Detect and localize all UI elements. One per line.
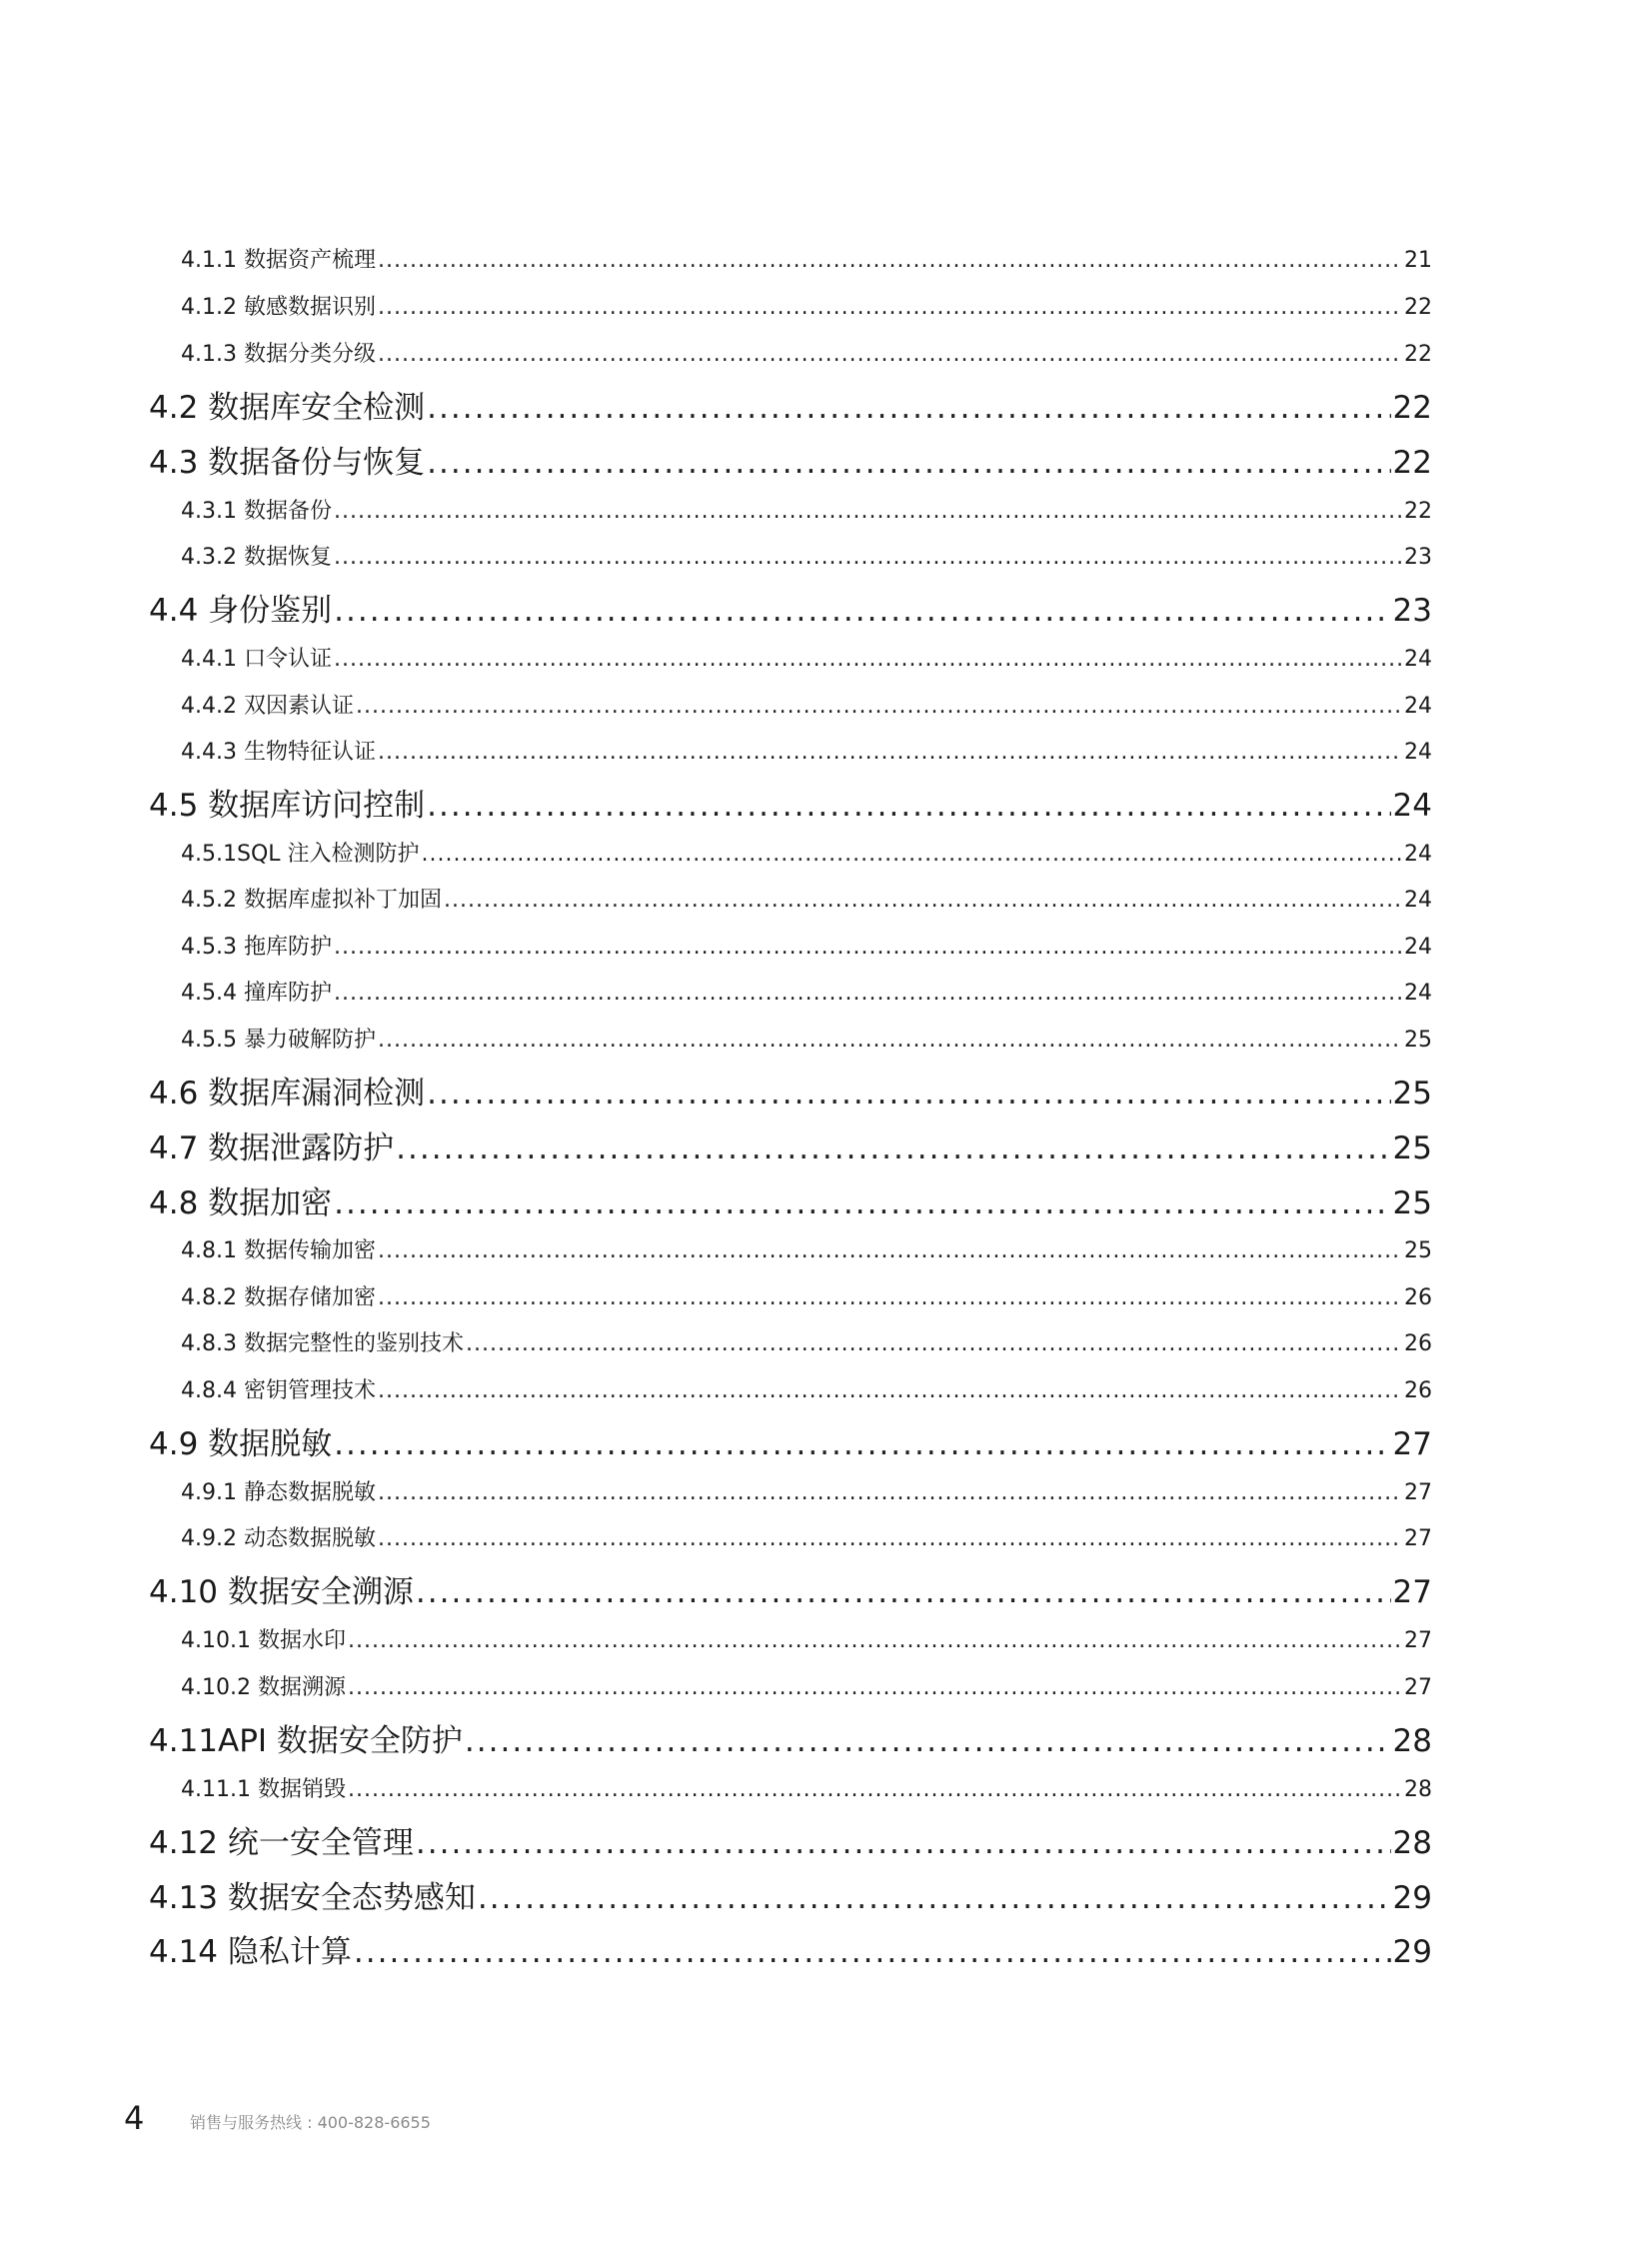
toc-entry-title: 4.4 身份鉴别 (149, 593, 333, 627)
toc-entry-page: 26 (1404, 1285, 1432, 1310)
toc-entry-title: 4.1.3 数据分类分级 (181, 342, 376, 367)
toc-entry-page: 25 (1392, 1130, 1432, 1164)
toc-entry-title: 4.12 统一安全管理 (149, 1825, 414, 1859)
toc-dot-leader (378, 1526, 1402, 1551)
toc-entry-page: 22 (1392, 445, 1432, 479)
toc-dot-leader (444, 888, 1402, 913)
toc-entry-title: 4.9.2 动态数据脱敏 (181, 1526, 376, 1551)
toc-entry-title: 4.13 数据安全态势感知 (149, 1880, 476, 1914)
toc-entry-title: 4.7 数据泄露防护 (149, 1130, 395, 1164)
toc-entry-title: 4.6 数据库漏洞检测 (149, 1076, 426, 1110)
toc-dot-leader (416, 1825, 1391, 1859)
toc-entry-title: 4.14 隐私计算 (149, 1934, 352, 1968)
toc-subsection-entry[interactable] (181, 1023, 1432, 1053)
toc-entry-title: 4.8.3 数据完整性的鉴别技术 (181, 1331, 464, 1356)
toc-dot-leader (334, 981, 1402, 1006)
footer-hotline: 销售与服务热线 : 400-828-6655 (190, 2113, 431, 2132)
toc-entry-title: 4.5 数据库访问控制 (149, 788, 426, 822)
toc-entry-page: 24 (1404, 842, 1432, 867)
toc-subsection-entry[interactable] (181, 1373, 1432, 1403)
toc-dot-leader (334, 593, 1390, 627)
toc-dot-leader (334, 935, 1402, 960)
toc-dot-leader (427, 788, 1390, 822)
toc-entry-title: 4.1.1 数据资产梳理 (181, 248, 376, 273)
toc-section-entry[interactable] (149, 780, 1432, 822)
toc-dot-leader (378, 1028, 1402, 1053)
toc-subsection-entry[interactable] (181, 1670, 1432, 1700)
toc-entry-page: 25 (1404, 1238, 1432, 1263)
toc-entry-page: 24 (1404, 981, 1432, 1006)
toc-subsection-entry[interactable] (181, 494, 1432, 524)
toc-dot-leader (378, 248, 1402, 273)
toc-dot-leader (334, 499, 1402, 524)
toc-entry-title: 4.9 数据脱敏 (149, 1426, 333, 1460)
toc-entry-title: 4.9.1 静态数据脱敏 (181, 1480, 376, 1505)
toc-subsection-entry[interactable] (181, 642, 1432, 672)
toc-section-entry[interactable] (149, 1068, 1432, 1110)
toc-entry-title: 4.4.2 双因素认证 (181, 694, 354, 719)
toc-entry-title: 4.4.1 口令认证 (181, 647, 332, 672)
toc-dot-leader (378, 1378, 1402, 1403)
toc-section-entry[interactable] (149, 1926, 1432, 1968)
toc-subsection-entry[interactable] (181, 930, 1432, 960)
toc-dot-leader (334, 1426, 1390, 1460)
toc-entry-page: 25 (1392, 1076, 1432, 1110)
toc-entry-page: 28 (1392, 1723, 1432, 1757)
toc-subsection-entry[interactable] (181, 1326, 1432, 1356)
toc-entry-page: 29 (1392, 1880, 1432, 1914)
toc-entry-page: 27 (1392, 1426, 1432, 1460)
toc-subsection-entry[interactable] (181, 1623, 1432, 1653)
toc-dot-leader (378, 740, 1402, 765)
toc-entry-page: 26 (1404, 1378, 1432, 1403)
toc-entry-title: 4.8.1 数据传输加密 (181, 1238, 376, 1263)
toc-entry-page: 22 (1404, 499, 1432, 524)
toc-subsection-entry[interactable] (181, 837, 1432, 867)
toc-subsection-entry[interactable] (181, 1521, 1432, 1551)
toc-entry-title: 4.8.2 数据存储加密 (181, 1285, 376, 1310)
toc-section-entry[interactable] (149, 1817, 1432, 1859)
toc-dot-leader (416, 1574, 1391, 1608)
toc-entry-title: 4.11.1 数据销毁 (181, 1777, 346, 1802)
toc-dot-leader (465, 1723, 1391, 1757)
toc-dot-leader (427, 445, 1390, 479)
toc-entry-page: 25 (1392, 1185, 1432, 1219)
toc-subsection-entry[interactable] (181, 1475, 1432, 1505)
toc-section-entry[interactable] (149, 1872, 1432, 1914)
toc-entry-title: 4.5.5 暴力破解防护 (181, 1028, 376, 1053)
toc-entry-page: 27 (1404, 1628, 1432, 1653)
toc-subsection-entry[interactable] (181, 1233, 1432, 1263)
toc-subsection-entry[interactable] (181, 290, 1432, 320)
toc-section-entry[interactable] (149, 382, 1432, 424)
toc-dot-leader (478, 1880, 1391, 1914)
toc-entry-title: 4.3.2 数据恢复 (181, 545, 332, 570)
toc-entry-page: 27 (1392, 1574, 1432, 1608)
toc-subsection-entry[interactable] (181, 540, 1432, 570)
toc-entry-page: 22 (1392, 390, 1432, 424)
toc-dot-leader (334, 545, 1402, 570)
toc-subsection-entry[interactable] (181, 1772, 1432, 1802)
toc-dot-leader (356, 694, 1402, 719)
toc-subsection-entry[interactable] (181, 689, 1432, 719)
toc-dot-leader (354, 1934, 1391, 1968)
toc-entry-title: 4.5.3 拖库防护 (181, 935, 332, 960)
toc-entry-page: 28 (1404, 1777, 1432, 1802)
toc-dot-leader (378, 1480, 1402, 1505)
toc-dot-leader (378, 1285, 1402, 1310)
toc-section-entry[interactable] (149, 1715, 1432, 1757)
toc-entry-title: 4.10 数据安全溯源 (149, 1574, 414, 1608)
toc-entry-page: 24 (1404, 740, 1432, 765)
toc-entry-page: 28 (1392, 1825, 1432, 1859)
toc-entry-title: 4.11API 数据安全防护 (149, 1723, 463, 1757)
toc-dot-leader (378, 1238, 1402, 1263)
toc-entry-page: 25 (1404, 1028, 1432, 1053)
toc-entry-title: 4.5.1SQL 注入检测防护 (181, 842, 420, 867)
toc-dot-leader (348, 1777, 1402, 1802)
toc-subsection-entry[interactable] (181, 735, 1432, 765)
toc-entry-title: 4.2 数据库安全检测 (149, 390, 426, 424)
toc-entry-title: 4.10.2 数据溯源 (181, 1675, 346, 1700)
toc-entry-page: 26 (1404, 1331, 1432, 1356)
toc-entry-title: 4.4.3 生物特征认证 (181, 740, 376, 765)
toc-entry-page: 24 (1404, 647, 1432, 672)
toc-subsection-entry[interactable] (181, 1280, 1432, 1310)
toc-entry-page: 23 (1392, 593, 1432, 627)
toc-entry-page: 24 (1404, 888, 1432, 913)
page-number: 4 (124, 2099, 145, 2137)
toc-entry-page: 21 (1404, 248, 1432, 273)
toc-dot-leader (396, 1130, 1390, 1164)
toc-entry-title: 4.5.2 数据库虚拟补丁加固 (181, 888, 442, 913)
toc-subsection-entry[interactable] (181, 243, 1432, 273)
toc-entry-page: 24 (1404, 694, 1432, 719)
toc-subsection-entry[interactable] (181, 337, 1432, 367)
toc-dot-leader (378, 342, 1402, 367)
toc-dot-leader (422, 842, 1402, 867)
toc-section-entry[interactable] (149, 1566, 1432, 1608)
toc-subsection-entry[interactable] (181, 976, 1432, 1006)
toc-section-entry[interactable] (149, 437, 1432, 479)
toc-dot-leader (348, 1675, 1402, 1700)
toc-entry-page: 27 (1404, 1675, 1432, 1700)
toc-entry-page: 23 (1404, 545, 1432, 570)
toc-dot-leader (334, 1185, 1390, 1219)
toc-dot-leader (427, 1076, 1390, 1110)
toc-entry-title: 4.3 数据备份与恢复 (149, 445, 426, 479)
toc-entry-page: 22 (1404, 342, 1432, 367)
toc-section-entry[interactable] (149, 585, 1432, 627)
toc-section-entry[interactable] (149, 1418, 1432, 1460)
toc-entry-page: 22 (1404, 295, 1432, 320)
toc-dot-leader (334, 647, 1402, 672)
toc-entry-page: 27 (1404, 1526, 1432, 1551)
toc-entry-title: 4.8.4 密钥管理技术 (181, 1378, 376, 1403)
toc-entry-title: 4.5.4 撞库防护 (181, 981, 332, 1006)
toc-dot-leader (466, 1331, 1402, 1356)
toc-section-entry[interactable] (149, 1177, 1432, 1219)
toc-entry-page: 24 (1392, 788, 1432, 822)
toc-entry-page: 29 (1392, 1934, 1432, 1968)
toc-entry-title: 4.3.1 数据备份 (181, 499, 332, 524)
toc-entry-title: 4.1.2 敏感数据识别 (181, 295, 376, 320)
toc-dot-leader (427, 390, 1390, 424)
toc-entry-title: 4.10.1 数据水印 (181, 1628, 346, 1653)
toc-section-entry[interactable] (149, 1122, 1432, 1164)
toc-dot-leader (378, 295, 1402, 320)
toc-entry-title: 4.8 数据加密 (149, 1185, 333, 1219)
toc-entry-page: 24 (1404, 935, 1432, 960)
toc-subsection-entry[interactable] (181, 883, 1432, 913)
toc-dot-leader (348, 1628, 1402, 1653)
toc-entry-page: 27 (1404, 1480, 1432, 1505)
